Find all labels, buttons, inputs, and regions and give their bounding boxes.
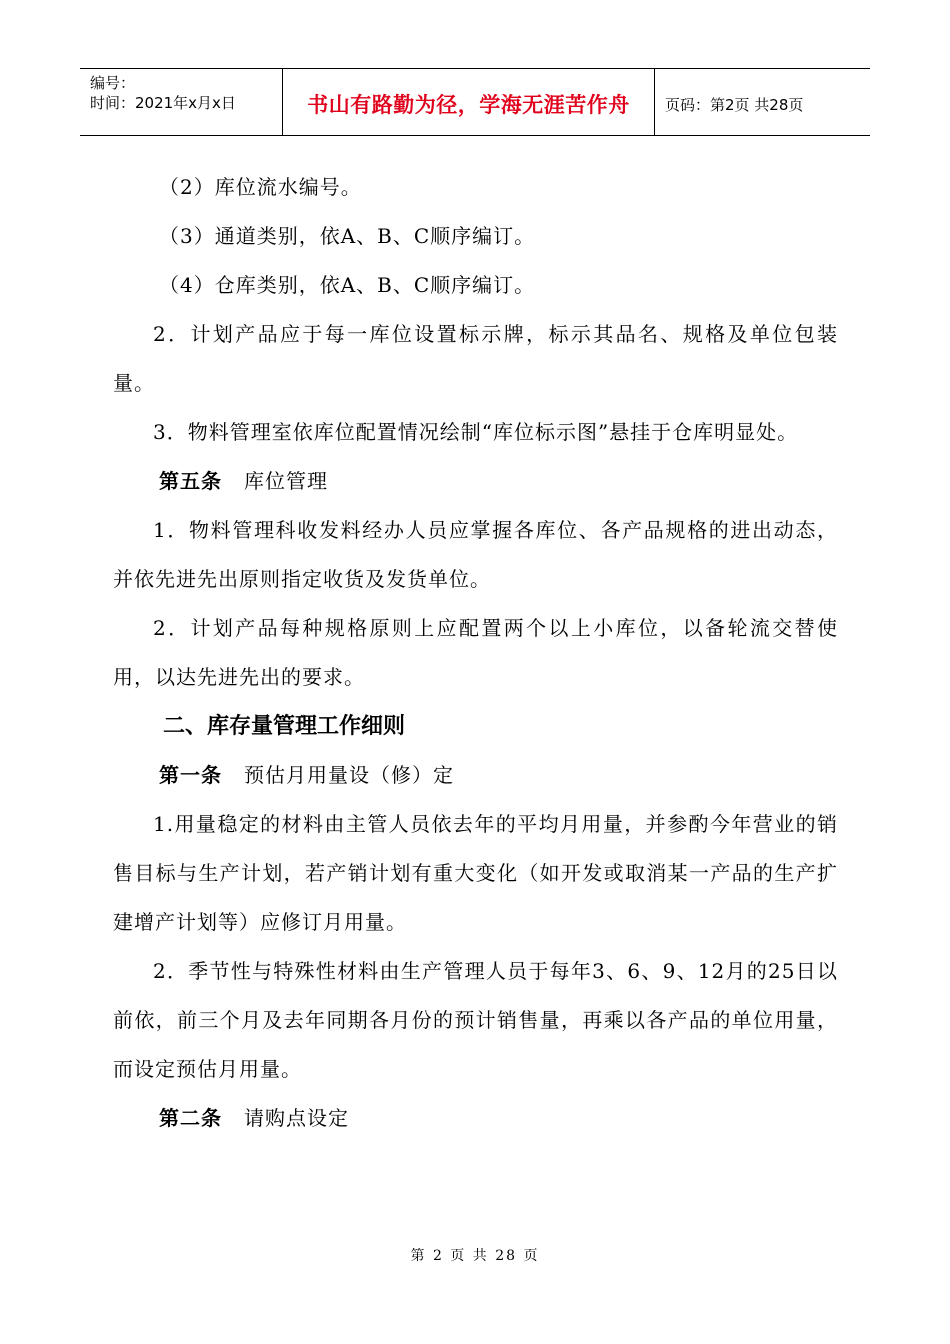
paragraph: 1.用量稳定的材料由主管人员依去年的平均月用量，并参酌今年营业的销售目标与生产计划，若产销计划有重大变化（如开发或取消某一产品的生产扩建增产计划等）应修订月用量。 bbox=[113, 812, 838, 934]
header-motto-cell bbox=[283, 69, 655, 135]
time-label: 时间：2021年x月x日 bbox=[90, 94, 236, 112]
article-number: 第一条 bbox=[159, 763, 222, 787]
number-label: 编号： bbox=[90, 74, 136, 92]
footer-page-number: 第 2 页 共 28 页 bbox=[410, 1248, 540, 1264]
header-meta bbox=[80, 69, 283, 135]
page-info-text: 页码：第2页 共28页 bbox=[665, 95, 804, 114]
paragraph: （2）库位流水编号。 bbox=[159, 175, 362, 199]
header-page-info bbox=[655, 69, 870, 135]
article-number: 第五条 bbox=[159, 469, 222, 493]
paragraph: （4）仓库类别，依A、B、C顺序编订。 bbox=[159, 273, 536, 297]
paragraph: 1．物料管理科收发料经办人员应掌握各库位、各产品规格的进出动态，并依先进先出原则指定收货及发货单位。 bbox=[113, 518, 838, 591]
paragraph: （3）通道类别，依A、B、C顺序编订。 bbox=[159, 224, 536, 248]
motto-text: 书山有路勤为径，学海无涯苦作舟 bbox=[307, 93, 630, 117]
paragraph: 3．物料管理室依库位配置情况绘制“库位标示图”悬挂于仓库明显处。 bbox=[153, 420, 799, 444]
article-number: 第二条 bbox=[159, 1106, 222, 1130]
article-title: 库位管理 bbox=[244, 469, 328, 493]
article-heading bbox=[113, 1094, 838, 1143]
document-body bbox=[113, 163, 838, 1143]
article-title: 预估月用量设（修）定 bbox=[244, 763, 454, 787]
article-heading bbox=[113, 751, 838, 800]
paragraph: 2．计划产品应于每一库位设置标示牌，标示其品名、规格及单位包装量。 bbox=[113, 322, 838, 395]
article-heading bbox=[113, 457, 838, 506]
document-header bbox=[80, 68, 870, 136]
page-footer bbox=[0, 1245, 950, 1265]
paragraph: 2．季节性与特殊性材料由生产管理人员于每年3、6、9、12月的25日以前依，前三个月及去年同期各月份的预计销售量，再乘以各产品的单位用量，而设定预估月用量。 bbox=[113, 959, 838, 1081]
section-heading: 二、库存量管理工作细则 bbox=[163, 714, 406, 739]
paragraph: 2．计划产品每种规格原则上应配置两个以上小库位，以备轮流交替使用，以达先进先出的要求。 bbox=[113, 616, 838, 689]
article-title: 请购点设定 bbox=[244, 1106, 349, 1130]
